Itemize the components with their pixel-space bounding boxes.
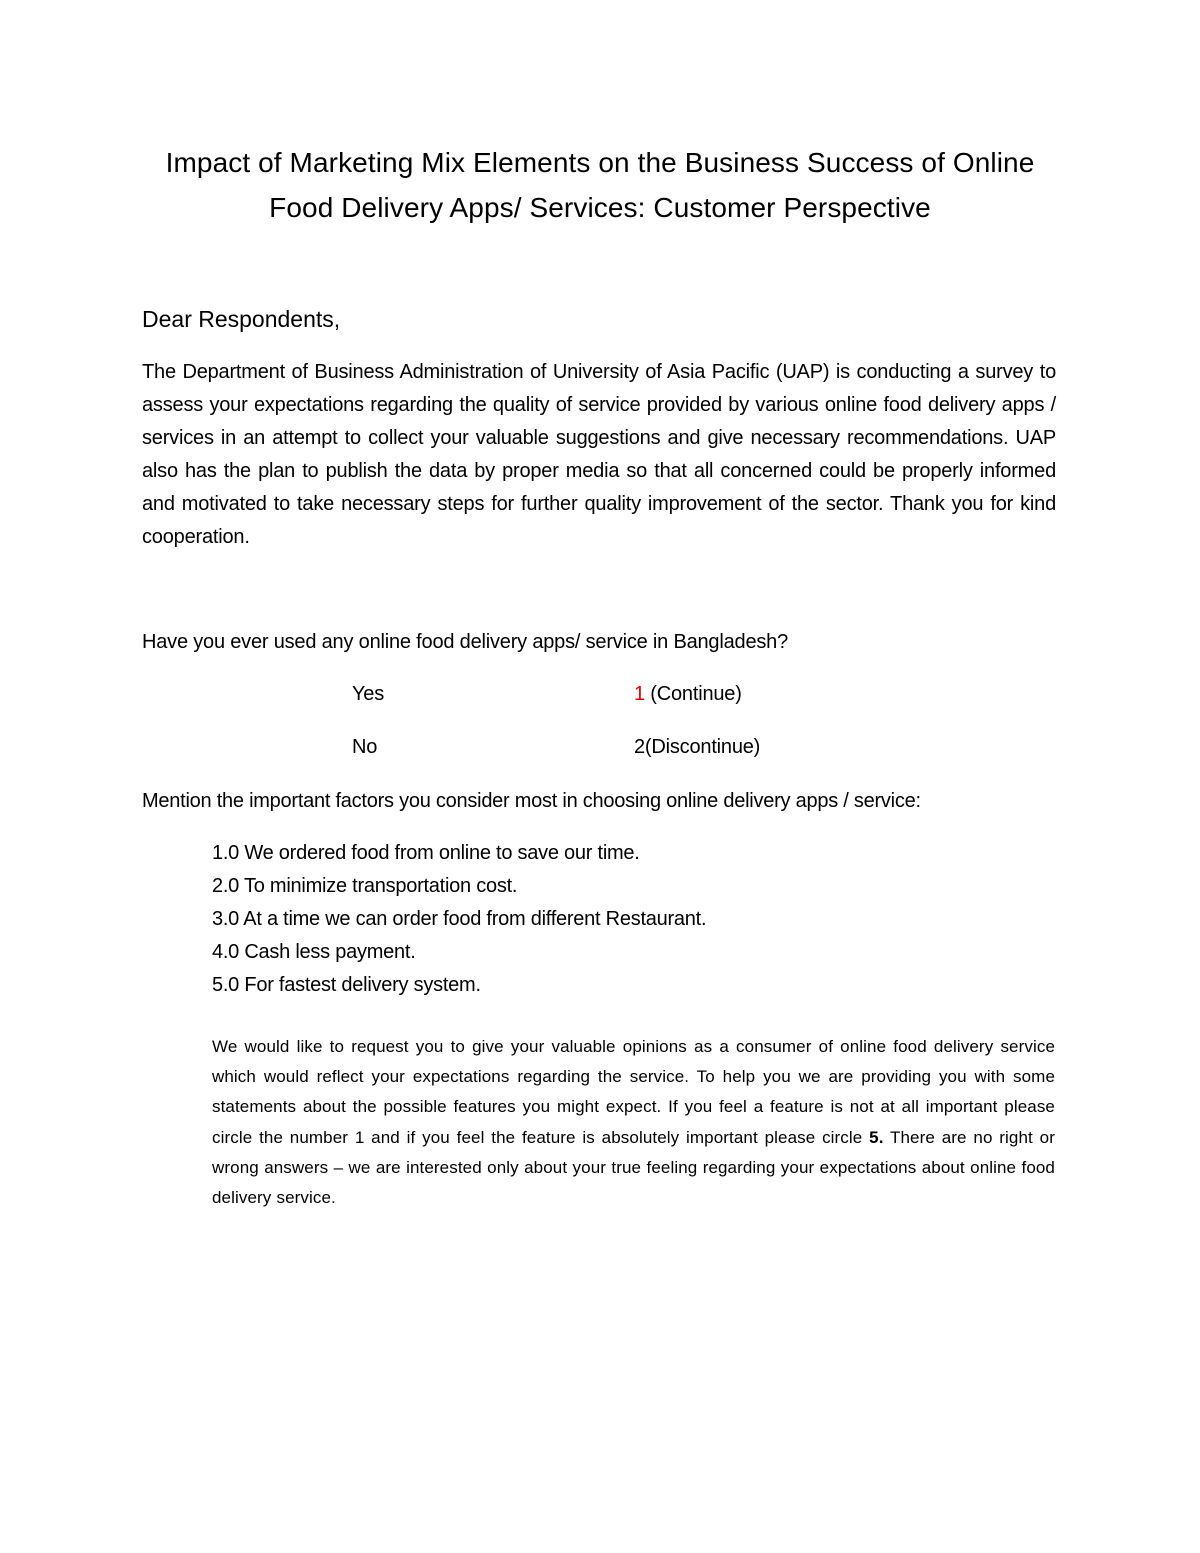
factors-list bbox=[212, 837, 706, 1002]
option-yes-label: Yes bbox=[352, 683, 385, 705]
intro-paragraph: The Department of Business Administration of University of Asia Pacific (UAP) is conducting a survey to assess your expectations regarding the quality of service provided by various online food delivery apps / services in an attempt to collect your valuable suggestions and give necessary recommendations. UAP also has the plan to publish the data by proper media so that all concerned could be properly informed and motivated to take necessary steps for further quality improvement of the sector. Thank you for kind cooperation. bbox=[142, 361, 1056, 548]
request-text-1: We would like to request you to give your valuable opinions as a consumer of online food delivery service which would reflect your expectations regarding the service. To help you we are providing you with some statements about the possible features you might expect. If you feel a feature is not at all important please circle the number 1 and if you feel the feature is absolutely important please circle bbox=[212, 1037, 1055, 1147]
screening-question: Have you ever used any online food delivery apps/ service in Bangladesh? bbox=[142, 631, 789, 653]
request-emphasis: 5. bbox=[869, 1127, 884, 1147]
option-yes-code bbox=[634, 678, 742, 710]
request-paragraph bbox=[212, 1032, 1055, 1213]
factor-item: 3.0 At a time we can order food from different Restaurant. bbox=[212, 908, 707, 930]
greeting: Dear Respondents, bbox=[142, 306, 341, 332]
title-line-1: Impact of Marketing Mix Elements on the Business Success of Online bbox=[165, 147, 1035, 178]
factor-item: 4.0 Cash less payment. bbox=[212, 941, 416, 963]
title-line-2: Food Delivery Apps/ Services: Customer Perspective bbox=[269, 192, 931, 223]
option-no-code: 2(Discontinue) bbox=[634, 736, 761, 758]
factors-prompt: Mention the important factors you consider most in choosing online delivery apps / service: bbox=[142, 790, 921, 812]
request-text-2: There are no right or wrong answers – we are interested only about your true feeling regarding your expectations about online food delivery service. bbox=[212, 1127, 1055, 1208]
factor-item: 5.0 For fastest delivery system. bbox=[212, 974, 481, 996]
option-yes-note: (Continue) bbox=[644, 683, 742, 705]
factor-item: 1.0 We ordered food from online to save our time. bbox=[212, 842, 640, 864]
factor-item: 2.0 To minimize transportation cost. bbox=[212, 875, 518, 897]
option-no-label: No bbox=[352, 736, 378, 758]
option-yes-number: 1 bbox=[634, 683, 645, 705]
document-title bbox=[100, 140, 1100, 230]
